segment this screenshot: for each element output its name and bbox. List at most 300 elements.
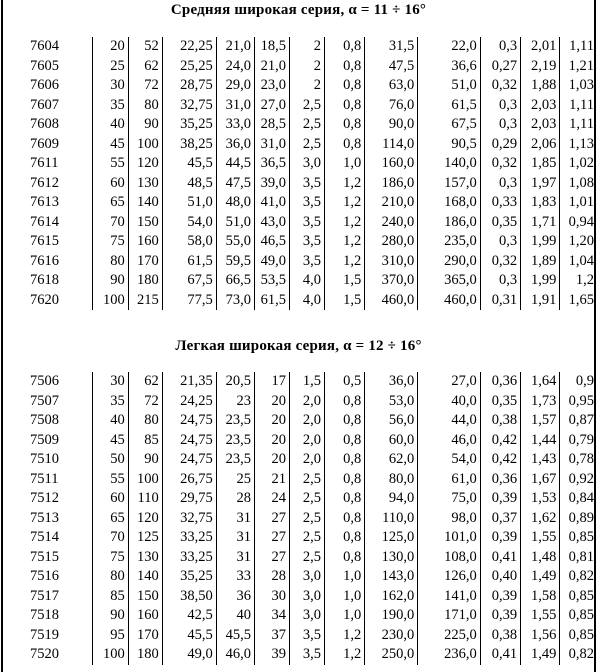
table-cell: 31: [216, 528, 254, 548]
table-cell: 62: [128, 57, 162, 77]
table-cell: 460,0: [418, 291, 481, 311]
table-cell: 1,58: [521, 587, 560, 607]
table-cell: 31: [216, 548, 254, 568]
table-cell: 1,65: [568, 291, 594, 308]
table-cell: 30: [92, 372, 128, 392]
table-cell: 0,3: [480, 96, 520, 116]
table-cell: 28: [216, 489, 254, 509]
table-cell: 3,5: [289, 626, 324, 646]
table-cell: 42,5: [162, 606, 216, 626]
table-cell: 0,85: [568, 529, 594, 545]
table-cell: 1,11: [569, 116, 594, 132]
table-cell: 0,85: [568, 626, 594, 643]
table-cell: 2,03: [521, 115, 560, 135]
table-cell: 28,75: [162, 76, 216, 96]
table-cell: 1,5: [324, 291, 364, 311]
table-cell: 2,0: [289, 450, 324, 470]
table-cell: 61,5: [162, 252, 216, 272]
table-cell: 210,0: [365, 193, 418, 213]
table-cell: 45: [92, 431, 128, 451]
table-cell: 0,27: [480, 57, 520, 77]
table-cell: 1,83: [521, 193, 560, 213]
table-cell: 180: [128, 271, 162, 291]
table-cell: 160: [128, 606, 162, 626]
table-cell: 0,36: [480, 470, 520, 490]
table-cell: 53,0: [365, 392, 418, 412]
table-cell: 90: [92, 606, 128, 626]
table-cell: 1,2: [575, 272, 594, 288]
table-cell: 2,0: [289, 431, 324, 451]
table-cell: 110,0: [365, 509, 418, 529]
table-cell: 95: [92, 626, 128, 646]
table-cell: 100: [92, 645, 128, 665]
table-cell: 80: [128, 96, 162, 116]
table-cell: 3,0: [289, 606, 324, 626]
table-cell: 0,84: [568, 490, 594, 506]
bearing-designation-cell: 7510: [0, 450, 92, 470]
table-row: [0, 528, 597, 548]
table-cell: 33,25: [162, 528, 216, 548]
table-cell: 65: [92, 509, 128, 529]
table-cell: 36,6: [418, 57, 481, 77]
table-row: [0, 96, 597, 116]
table-cell: 40: [216, 606, 254, 626]
table-cell: 143,0: [365, 567, 418, 587]
table-cell: 2,5: [289, 96, 324, 116]
table-cell: 48,5: [162, 174, 216, 194]
table-row: [0, 489, 597, 509]
table-cell: 1,2: [324, 232, 364, 252]
table-cell: 90: [128, 115, 162, 135]
table-cell: 55,0: [216, 232, 254, 252]
table-cell: 67,5: [418, 115, 481, 135]
table-cell: 130: [128, 548, 162, 568]
table-cell: 20,5: [216, 372, 254, 392]
table-cell: 2,0: [289, 392, 324, 412]
table-cell: 1,02: [568, 155, 594, 171]
table-cell: 48,0: [216, 193, 254, 213]
bearing-designation-cell: 7517: [0, 587, 92, 607]
bearing-designation-cell: 7506: [0, 372, 92, 392]
table-cell: 1,01: [568, 194, 594, 210]
table-cell: 171,0: [418, 606, 481, 626]
bearing-designation-cell: 7511: [0, 470, 92, 490]
bearing-designation-cell: 7613: [0, 193, 92, 213]
bearing-designation-cell: 7616: [0, 252, 92, 272]
table-cell: 46,5: [254, 232, 289, 252]
table-cell: 52: [128, 37, 162, 57]
table-cell: 72: [128, 76, 162, 96]
bearing-designation-cell: 7515: [0, 548, 92, 568]
table-cell: 1,5: [289, 372, 324, 392]
table-cell: 1,91: [521, 291, 560, 311]
table-cell: 250,0: [365, 645, 418, 665]
table-row: [0, 411, 597, 431]
table-cell: 24: [254, 489, 289, 509]
table-cell: 0,9: [575, 373, 594, 389]
table-cell: 140: [128, 193, 162, 213]
table-cell: 0,38: [480, 411, 520, 431]
table-cell: 67,5: [162, 271, 216, 291]
table-cell: 0,35: [480, 213, 520, 233]
table-cell: 125: [128, 528, 162, 548]
table-cell: 31,0: [216, 96, 254, 116]
table-row: [0, 271, 597, 291]
table-cell: 1,57: [521, 411, 560, 431]
table-row: [0, 587, 597, 607]
table-cell: 0,87: [568, 412, 594, 428]
table-cell: 150: [128, 587, 162, 607]
table-cell: 140,0: [418, 154, 481, 174]
table-cell: 1,67: [521, 470, 560, 490]
table-cell: 27,0: [418, 372, 481, 392]
table-cell: 3,0: [289, 567, 324, 587]
bearing-designation-cell: 7605: [0, 57, 92, 77]
table-cell: 290,0: [418, 252, 481, 272]
table-cell: 157,0: [418, 174, 481, 194]
table-cell: 54,0: [418, 450, 481, 470]
table-cell: 46,0: [216, 645, 254, 665]
table-light-wide-series: [0, 372, 597, 665]
table-cell: 80,0: [365, 470, 418, 490]
table-cell: 61,5: [254, 291, 289, 311]
table-cell: 76,0: [365, 96, 418, 116]
bearing-designation-cell: 7608: [0, 115, 92, 135]
table-cell: 62: [128, 372, 162, 392]
bearing-designation-cell: 7609: [0, 135, 92, 155]
table-row: [0, 154, 597, 174]
table-cell: 170: [128, 626, 162, 646]
table-cell: 1,97: [521, 174, 560, 194]
table-cell: 27: [254, 528, 289, 548]
table-cell: 21,0: [216, 37, 254, 57]
table-cell: 1,55: [521, 528, 560, 548]
table-cell: 27: [254, 509, 289, 529]
table-row: [0, 450, 597, 470]
table-cell: 80: [92, 567, 128, 587]
table-cell: 53,5: [254, 271, 289, 291]
table-cell: 50: [92, 450, 128, 470]
table-row: [0, 645, 597, 665]
table-cell: 130: [128, 174, 162, 194]
table-row: [0, 431, 597, 451]
table-cell: 70: [92, 213, 128, 233]
table-cell: 100: [128, 470, 162, 490]
table-cell: 77,5: [162, 291, 216, 311]
table-cell: 17: [254, 372, 289, 392]
table-cell: 38,25: [162, 135, 216, 155]
table-cell: 0,94: [568, 213, 594, 230]
bearing-designation-cell: 7612: [0, 174, 92, 194]
table-cell: 100: [92, 291, 128, 311]
table-cell: 21: [254, 470, 289, 490]
table-cell: 1,11: [569, 38, 594, 54]
table-cell: 33,25: [162, 548, 216, 568]
table-cell: 0,3: [480, 271, 520, 291]
table-cell: 0,37: [480, 509, 520, 529]
table-cell: 1,0: [324, 606, 364, 626]
table-cell: 23: [216, 392, 254, 412]
table-cell: 370,0: [365, 271, 418, 291]
table-cell: 1,48: [521, 548, 560, 568]
table-row: [0, 232, 597, 252]
table-cell: 168,0: [418, 193, 481, 213]
table-cell: 1,85: [521, 154, 560, 174]
table-cell: 1,55: [521, 606, 560, 626]
table-cell: 0,40: [480, 567, 520, 587]
table-cell: 0,3: [480, 232, 520, 252]
table-cell: 35,25: [162, 567, 216, 587]
table-cell: 0,8: [324, 489, 364, 509]
table-cell: 150: [128, 213, 162, 233]
table-cell: 20: [254, 450, 289, 470]
table-cell: 28: [254, 567, 289, 587]
table-cell: 460,0: [365, 291, 418, 311]
table-cell: 75: [92, 548, 128, 568]
table-row: [0, 291, 597, 311]
table-cell: 1,56: [521, 626, 560, 646]
table-cell: 1,88: [521, 76, 560, 96]
table-row: [0, 567, 597, 587]
table-cell: 3,5: [289, 232, 324, 252]
table-cell: 0,81: [568, 548, 594, 565]
table-row: [0, 213, 597, 233]
table-cell: 4,0: [289, 291, 324, 311]
table-cell: 2,19: [521, 57, 560, 77]
table-row: [0, 37, 597, 57]
table-row: [0, 606, 597, 626]
table-cell: 30: [254, 587, 289, 607]
table-cell: 0,79: [568, 431, 594, 448]
table-cell: 85: [128, 431, 162, 451]
table-cell: 2,0: [289, 411, 324, 431]
table-cell: 46,0: [418, 431, 481, 451]
table-cell: 66,5: [216, 271, 254, 291]
table-cell: 0,78: [568, 451, 594, 467]
table-cell: 0,39: [480, 528, 520, 548]
table-row: [0, 470, 597, 490]
table-cell: 0,3: [480, 115, 520, 135]
table-cell: 2,5: [289, 528, 324, 548]
table-cell: 3,5: [289, 645, 324, 665]
table-cell: 62,0: [365, 450, 418, 470]
table-cell: 0,89: [568, 509, 594, 526]
table-cell: 0,8: [324, 548, 364, 568]
table-cell: 0,8: [324, 392, 364, 412]
table-cell: 1,0: [324, 567, 364, 587]
table-cell: 2,5: [289, 135, 324, 155]
table-cell: 25: [92, 57, 128, 77]
table-cell: 1,2: [324, 213, 364, 233]
table-cell: 1,08: [568, 174, 594, 191]
table-cell: 0,35: [480, 392, 520, 412]
table-cell: 1,49: [521, 567, 560, 587]
table-cell: 3,0: [289, 154, 324, 174]
table-cell: 1,20: [568, 233, 594, 249]
bearing-designation-cell: 7516: [0, 567, 92, 587]
table-cell: 1,53: [521, 489, 560, 509]
table-cell: 280,0: [365, 232, 418, 252]
table-cell: 29,0: [216, 76, 254, 96]
table-cell: 31: [216, 509, 254, 529]
table-cell: 4,0: [289, 271, 324, 291]
table-row: [0, 76, 597, 96]
table-cell: 36,5: [254, 154, 289, 174]
table-cell: 0,42: [480, 431, 520, 451]
table-cell: 215: [128, 291, 162, 311]
table-cell: 0,3: [480, 174, 520, 194]
table-cell: 2,5: [289, 115, 324, 135]
table-cell: 39: [254, 645, 289, 665]
table-cell: 25,25: [162, 57, 216, 77]
table-row: [0, 57, 597, 77]
table-cell: 110: [128, 489, 162, 509]
table-cell: 22,0: [418, 37, 481, 57]
table-cell: 1,2: [324, 252, 364, 272]
table-cell: 31,5: [365, 37, 418, 57]
table-cell: 20: [254, 431, 289, 451]
table-cell: 1,89: [521, 252, 560, 272]
table-cell: 1,0: [324, 587, 364, 607]
table-cell: 27,0: [254, 96, 289, 116]
table-cell: 80: [92, 252, 128, 272]
table-cell: 235,0: [418, 232, 481, 252]
table-cell: 240,0: [365, 213, 418, 233]
table-cell: 63,0: [365, 76, 418, 96]
table-cell: 24,75: [162, 431, 216, 451]
bearing-designation-cell: 7615: [0, 232, 92, 252]
table-cell: 24,25: [162, 392, 216, 412]
table-cell: 365,0: [418, 271, 481, 291]
table-cell: 30: [92, 76, 128, 96]
table-medium-wide-series: [0, 37, 597, 310]
table-cell: 59,5: [216, 252, 254, 272]
table-cell: 3,0: [289, 587, 324, 607]
table-cell: 49,0: [254, 252, 289, 272]
table-cell: 0,82: [568, 646, 594, 662]
table-cell: 1,11: [569, 96, 594, 113]
table-cell: 94,0: [365, 489, 418, 509]
table-cell: 41,0: [254, 193, 289, 213]
table-cell: 230,0: [365, 626, 418, 646]
table-cell: 23,5: [216, 431, 254, 451]
table-cell: 108,0: [418, 548, 481, 568]
table-cell: 29,75: [162, 489, 216, 509]
table-cell: 0,36: [480, 372, 520, 392]
table-cell: 1,2: [324, 193, 364, 213]
table-cell: 100: [128, 135, 162, 155]
table-cell: 0,31: [480, 291, 520, 311]
table-cell: 0,95: [568, 392, 594, 409]
section-title-light: Легкая широкая серия, α = 12 ÷ 16°: [175, 338, 422, 354]
table-row: [0, 509, 597, 529]
table-cell: 120: [128, 509, 162, 529]
table-cell: 47,5: [216, 174, 254, 194]
table-cell: 1,04: [568, 252, 594, 269]
table-cell: 75: [92, 232, 128, 252]
table-cell: 162,0: [365, 587, 418, 607]
table-cell: 45,5: [162, 626, 216, 646]
table-cell: 56,0: [365, 411, 418, 431]
table-cell: 90,0: [365, 115, 418, 135]
table-cell: 40: [92, 411, 128, 431]
table-cell: 33,0: [216, 115, 254, 135]
table-cell: 0,33: [480, 193, 520, 213]
table-cell: 0,92: [568, 470, 594, 487]
table-cell: 1,21: [568, 57, 594, 74]
table-cell: 70: [92, 528, 128, 548]
table-cell: 60: [92, 489, 128, 509]
table-cell: 23,5: [216, 450, 254, 470]
table-cell: 1,62: [521, 509, 560, 529]
table-cell: 3,5: [289, 213, 324, 233]
table-cell: 55: [92, 470, 128, 490]
table-cell: 3,5: [289, 193, 324, 213]
table-cell: 141,0: [418, 587, 481, 607]
table-cell: 61,0: [418, 470, 481, 490]
table-cell: 0,8: [324, 135, 364, 155]
table-cell: 22,25: [162, 37, 216, 57]
table-cell: 1,49: [521, 645, 560, 665]
table-cell: 43,0: [254, 213, 289, 233]
table-cell: 36,0: [365, 372, 418, 392]
table-cell: 35: [92, 392, 128, 412]
table-cell: 1,71: [521, 213, 560, 233]
bearing-designation-cell: 7512: [0, 489, 92, 509]
table-cell: 40,0: [418, 392, 481, 412]
table-cell: 32,75: [162, 509, 216, 529]
bearing-designation-cell: 7620: [0, 291, 92, 311]
bearing-designation-cell: 7611: [0, 154, 92, 174]
table-cell: 0,39: [480, 606, 520, 626]
table-cell: 0,32: [480, 252, 520, 272]
table-cell: 186,0: [365, 174, 418, 194]
table-row: [0, 392, 597, 412]
table-cell: 2,03: [521, 96, 560, 116]
table-cell: 32,75: [162, 96, 216, 116]
table-cell: 2,01: [521, 37, 560, 57]
table-cell: 98,0: [418, 509, 481, 529]
table-cell: 49,0: [162, 645, 216, 665]
table-cell: 24,0: [216, 57, 254, 77]
table-cell: 1,0: [324, 154, 364, 174]
table-cell: 0,85: [568, 587, 594, 604]
table-cell: 126,0: [418, 567, 481, 587]
table-cell: 2: [289, 37, 324, 57]
table-cell: 37: [254, 626, 289, 646]
table-cell: 24,75: [162, 411, 216, 431]
table-cell: 35,25: [162, 115, 216, 135]
table-cell: 58,0: [162, 232, 216, 252]
table-cell: 186,0: [418, 213, 481, 233]
section-title-medium: Средняя широкая серия, α = 11 ÷ 16°: [170, 2, 427, 18]
bearing-designation-cell: 7520: [0, 645, 92, 665]
table-row: [0, 626, 597, 646]
table-cell: 1,2: [324, 626, 364, 646]
table-cell: 225,0: [418, 626, 481, 646]
table-cell: 0,38: [480, 626, 520, 646]
table-cell: 0,8: [324, 57, 364, 77]
table-cell: 51,0: [216, 213, 254, 233]
table-cell: 85: [92, 587, 128, 607]
table-cell: 44,0: [418, 411, 481, 431]
table-cell: 26,75: [162, 470, 216, 490]
bearing-designation-cell: 7514: [0, 528, 92, 548]
table-cell: 0,8: [324, 37, 364, 57]
table-cell: 0,85: [568, 607, 594, 623]
table-cell: 160,0: [365, 154, 418, 174]
table-cell: 23,5: [216, 411, 254, 431]
